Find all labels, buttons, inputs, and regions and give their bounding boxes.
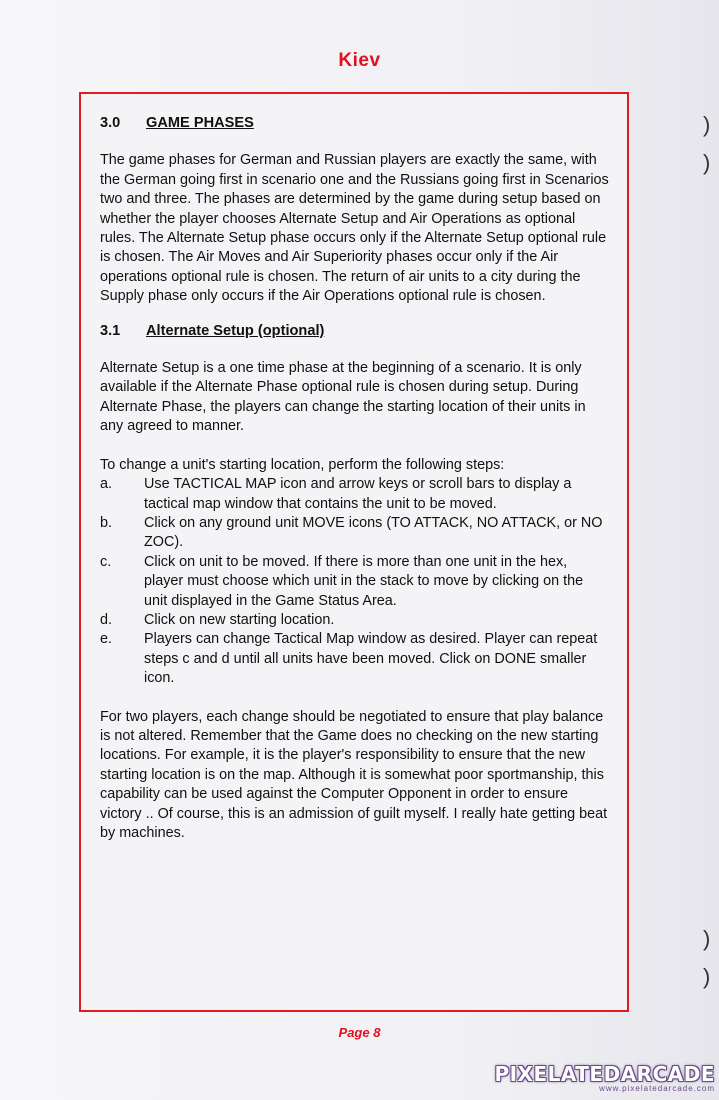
list-item	[100, 553, 610, 611]
step-text: Click on new starting location.	[144, 611, 335, 628]
step-letter: e.	[100, 631, 113, 648]
list-item	[100, 630, 610, 688]
list-item	[100, 611, 610, 630]
step-text: Click on unit to be moved. If there is more than one unit in the hex, player must choose which unit in the stack to move by clicking on the unit displayed in the Game Status Area.	[144, 553, 584, 609]
subsection-title: Alternate Setup (optional)	[146, 322, 325, 339]
step-letter: a.	[100, 476, 113, 493]
section-number: 3.0	[100, 115, 121, 131]
section-heading	[100, 114, 610, 133]
page-number: Page 8	[338, 1025, 381, 1040]
alternate-setup-paragraph: Alternate Setup is a one time phase at the beginning of a scenario. It is only available if the Alternate Phase optional rule is chosen during setup. During Alternate Phase, the players can change the starting location of their units in any agreed to manner.	[100, 360, 586, 435]
subsection-number: 3.1	[100, 322, 121, 339]
subsection-heading	[100, 322, 610, 341]
section-title: GAME PHASES	[146, 115, 254, 131]
step-letter: c.	[100, 553, 112, 570]
list-item	[100, 475, 610, 514]
binder-mark: )	[703, 964, 711, 989]
step-text: Use TACTICAL MAP icon and arrow keys or scroll bars to display a tactical map window that contains the unit to be moved.	[144, 476, 572, 512]
binder-mark: )	[703, 926, 711, 951]
step-letter: b.	[100, 514, 113, 531]
document-header: Kiev	[338, 50, 381, 71]
step-text: Click on any ground unit MOVE icons (TO ATTACK, NO ATTACK, or NO ZOC).	[144, 514, 603, 551]
binder-mark: )	[703, 112, 711, 137]
watermark-url: www.pixelatedarcade.com	[599, 1084, 715, 1093]
list-item	[100, 514, 610, 553]
two-players-paragraph: For two players, each change should be negotiated to ensure that play balance is not altered. Remember that the Game does no checking on the new starting locations. For example, it is the player's responsibility to ensure that the new starting location is on the map. Although it is somewhat poor sportmanship, this capability can be used against the Computer Opponent in order to ensure victory .. Of course, this is an admission of guilt myself. I really hate getting beat by machines.	[100, 708, 608, 841]
section-intro-paragraph: The game phases for German and Russian players are exactly the same, with the German going first in scenario one and the Russians going first in Scenarios two and three. The phases are determined by the game during setup based on whether the player chooses Alternate Setup and Air Operations as optional rules. The Alternate Setup phase occurs only if the Alternate Setup optional rule is chosen. The Air Moves and Air Superiority phases occur only if the Air operations optional rule is chosen. The return of air units to a city during the Supply phase only occurs if the Air Operations optional rule is chosen.	[100, 152, 609, 305]
steps-intro: To change a unit's starting location, perform the following steps:	[100, 456, 505, 473]
content-body	[100, 114, 610, 862]
watermark-logo	[494, 1062, 715, 1093]
steps-list	[100, 475, 610, 688]
step-letter: d.	[100, 611, 113, 628]
binder-mark: )	[703, 150, 711, 175]
watermark-brand: PIXELATEDARCADE	[494, 1062, 715, 1086]
step-text: Players can change Tactical Map window as desired. Player can repeat steps c and d until all units have been moved. Click on DONE smaller icon.	[144, 631, 598, 687]
